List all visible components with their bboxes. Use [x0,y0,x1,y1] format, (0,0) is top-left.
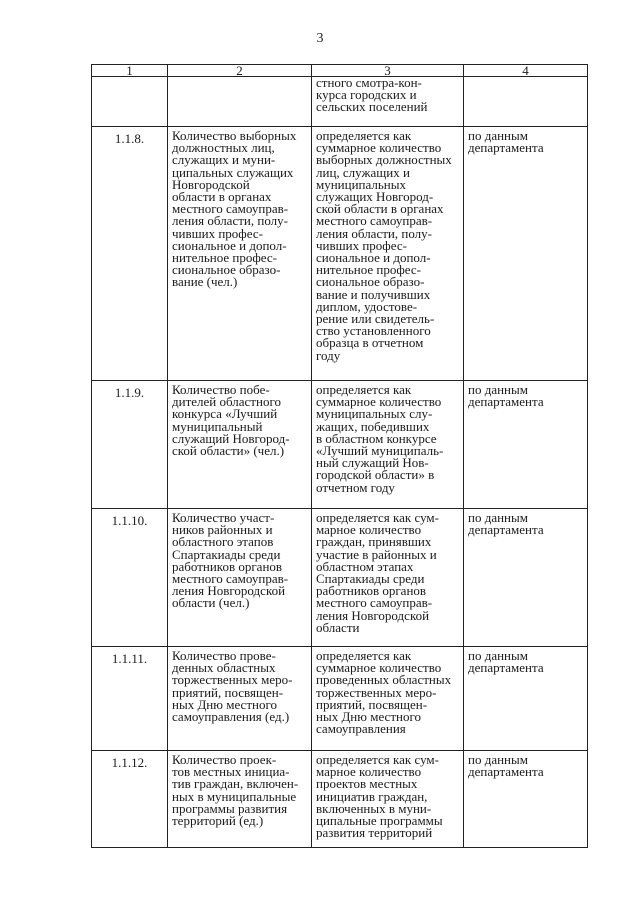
cell-method: определяется как суммарное количество выборных должностных лиц, служащих и муниципальных служащих Новгород- ской области в органах местного самоуправ- ления области, полу- чивших профес- сиональное и допол- нительное профес- сиональное образо- вание и получивших диплом, удостове- рение или свидетель- ство установленного образца в отчетном году [312,127,464,381]
column-header: 2 [168,65,312,77]
cell-name: Количество побе- дителей областного конкурса «Лучший муниципальный служащий Новгород- ской области» (чел.) [168,381,312,509]
cell-number [92,77,168,127]
cell-number: 1.1.11. [92,647,168,751]
cell-method: определяется как сум- марное количество граждан, принявших участие в районных и областном этапах Спартакиады среди работников органов местного самоуправ- ления Новгородской области [312,509,464,647]
column-header: 4 [464,65,588,77]
table-row [92,647,588,751]
cell-name: Количество прове- денных областных торжественных меро- приятий, посвящен- ных Дню местного самоуправления (ед.) [168,647,312,751]
table-row [92,751,588,848]
cell-method: стного смотра-кон- курса городских и сельских поселений [312,77,464,127]
cell-name: Количество проек- тов местных инициа- тив граждан, включен- ных в муниципальные программы развития территорий (ед.) [168,751,312,848]
cell-number: 1.1.10. [92,509,168,647]
column-header: 3 [312,65,464,77]
cell-number: 1.1.12. [92,751,168,848]
cell-name: Количество участ- ников районных и областного этапов Спартакиады среди работников органов местного самоуправ- ления Новгородской области (чел.) [168,509,312,647]
cell-source: по данным департамента [464,509,588,647]
cell-name: Количество выборных должностных лиц, служащих и муни- ципальных служащих Новгородской области в органах местного самоуправ- ления области, полу- чивших профес- сиональное и допол- нительное профес- сиональное образо- вание (чел.) [168,127,312,381]
table-row [92,127,588,381]
table-row [92,509,588,647]
table-row [92,381,588,509]
indicator-table [91,64,588,848]
cell-method: определяется как сум- марное количество проектов местных инициатив граждан, включенных в муни- ципальные программы развития территорий [312,751,464,848]
cell-number: 1.1.8. [92,127,168,381]
cell-name [168,77,312,127]
continuation-row [92,77,588,127]
cell-source: по данным департамента [464,751,588,848]
page-number: 3 [316,31,324,46]
cell-source [464,77,588,127]
cell-source: по данным департамента [464,127,588,381]
column-header: 1 [92,65,168,77]
cell-source: по данным департамента [464,381,588,509]
cell-source: по данным департамента [464,647,588,751]
cell-method: определяется как суммарное количество проведенных областных торжественных меро- приятий, посвящен- ных Дню местного самоуправления [312,647,464,751]
cell-number: 1.1.9. [92,381,168,509]
cell-method: определяется как суммарное количество муниципальных слу- жащих, победивших в областном конкурсе «Лучший муниципаль- ный служащий Нов- городской области» в отчетном году [312,381,464,509]
